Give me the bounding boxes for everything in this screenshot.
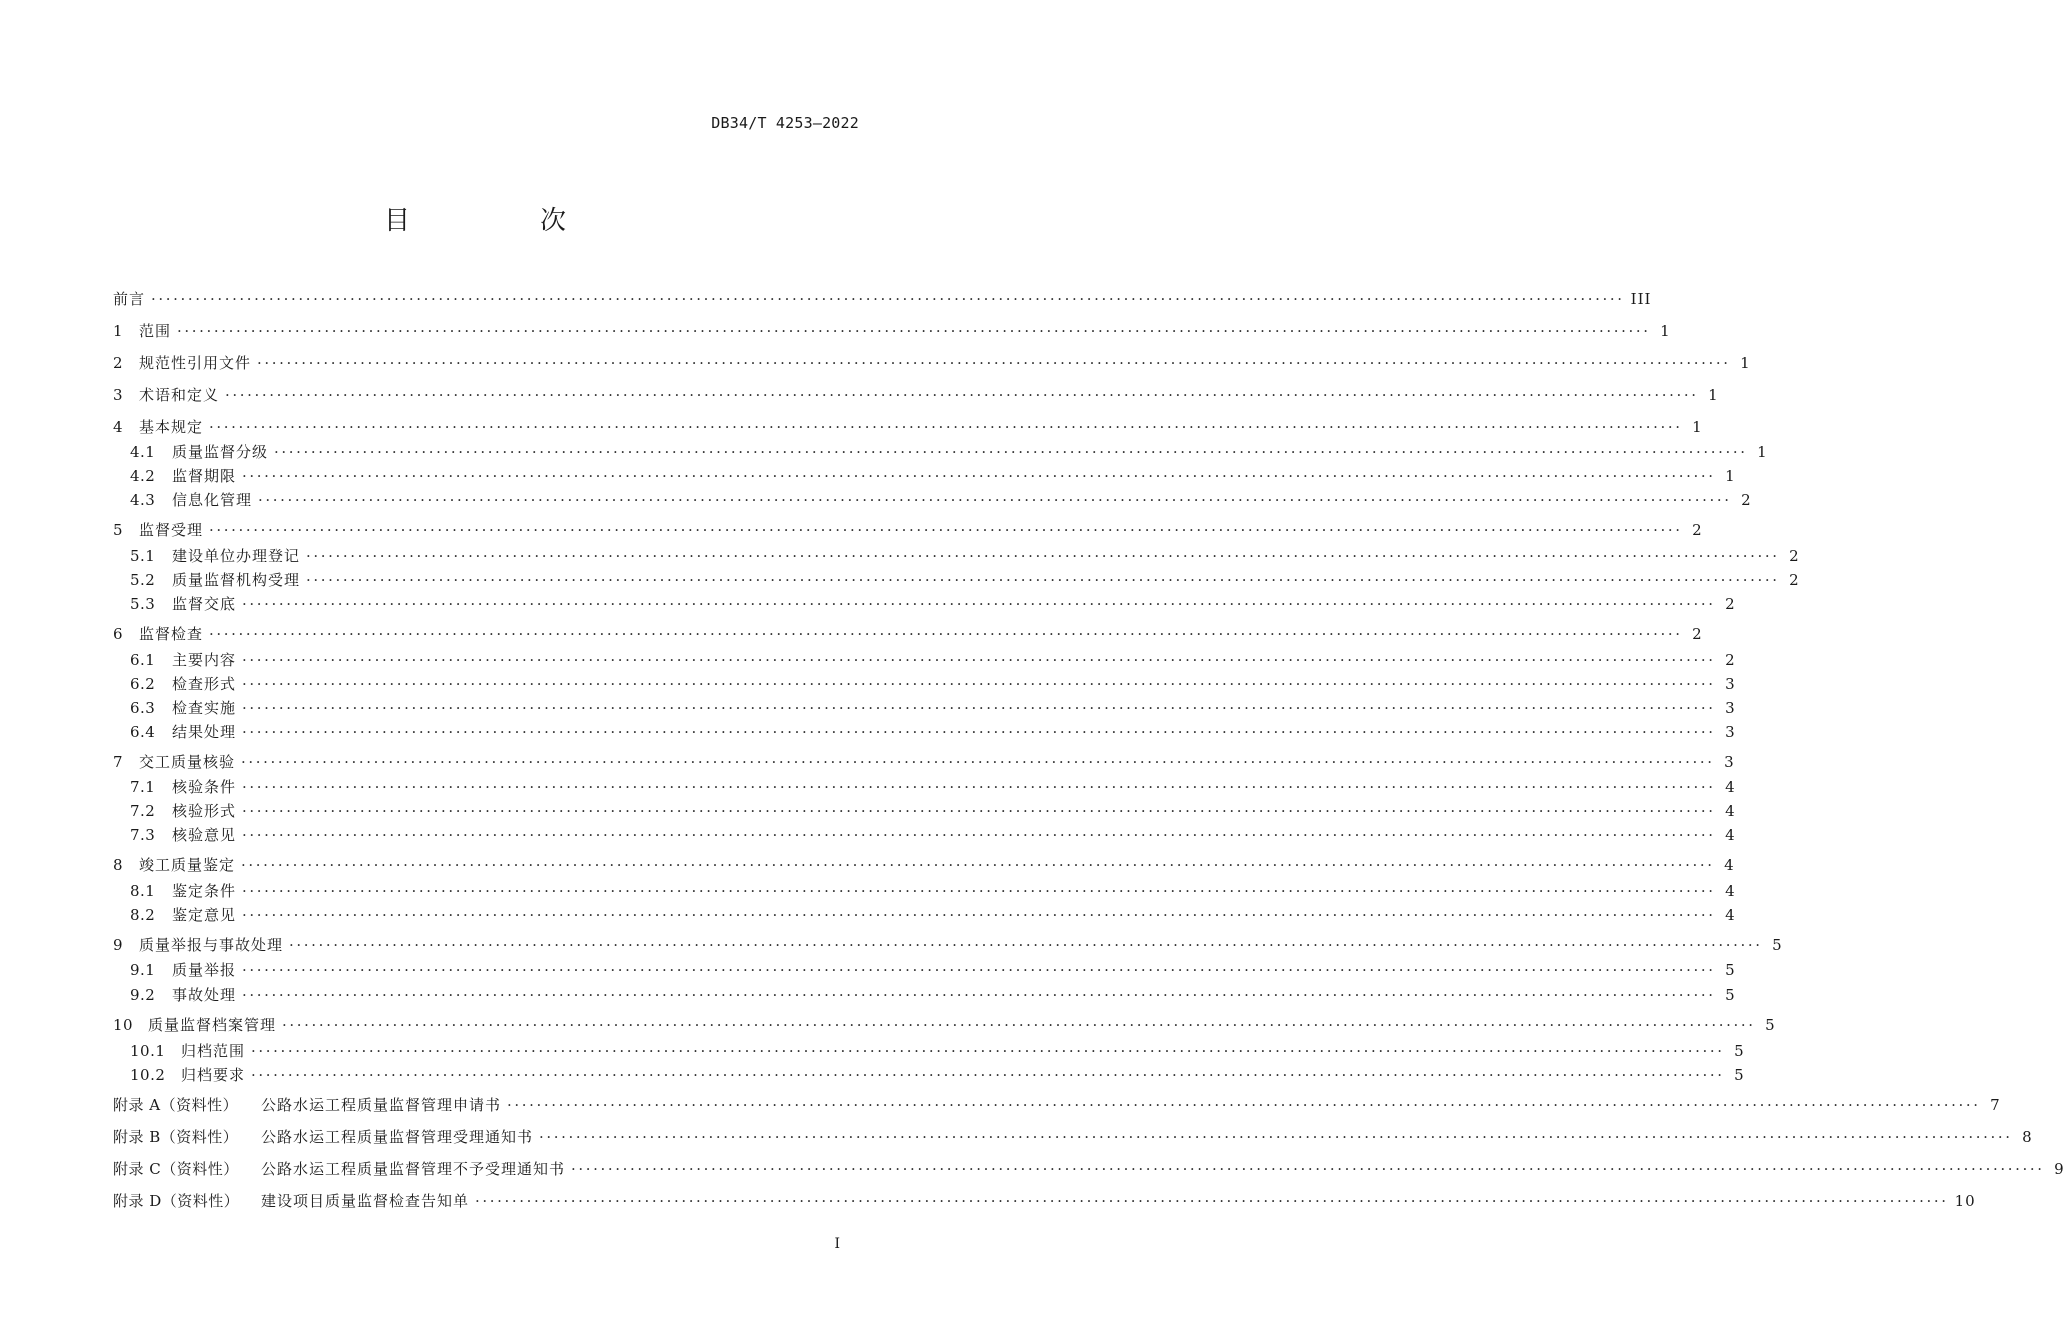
appendix-title: 公路水运工程质量监督管理受理通知书 (261, 1128, 534, 1146)
toc-entry-page: 5 (1765, 1016, 1776, 1034)
toc-entry-page: 2 (1692, 625, 1703, 643)
toc-entry[interactable] (130, 698, 1736, 718)
toc-entry-page: 2 (1789, 571, 1800, 589)
toc-entry-page: 3 (1725, 723, 1736, 741)
toc-entry[interactable] (130, 722, 1736, 742)
dot-leader: ········································································································································································································ (151, 290, 1625, 308)
toc-entry-number: 4.3 (130, 491, 156, 509)
toc-entry-title: 基本规定 (139, 418, 204, 436)
dot-leader: ········································································································································································································ (289, 936, 1763, 954)
toc-entry-number: 10 (113, 1016, 134, 1034)
toc-entry-page: 4 (1724, 856, 1735, 874)
dot-leader: ········································································································································································································ (242, 826, 1716, 844)
toc-entry-number: 5.2 (130, 571, 156, 589)
toc-entry-page: 4 (1725, 882, 1736, 900)
dot-leader: ········································································································································································································ (242, 802, 1716, 820)
toc-entry-number: 5.3 (130, 595, 156, 613)
toc-entry-title: 竣工质量鉴定 (139, 856, 236, 874)
appendix-title: 建设项目质量监督检查告知单 (261, 1192, 470, 1210)
toc-entry-page: 5 (1772, 936, 1783, 954)
toc-entry-title: 质量监督档案管理 (148, 1016, 277, 1034)
toc-entry[interactable] (113, 289, 1652, 309)
toc-entry-number: 3 (113, 386, 124, 404)
toc-entry[interactable] (113, 935, 1783, 955)
dot-leader: ········································································································································································································ (258, 491, 1732, 509)
toc-entry-title: 鉴定意见 (172, 906, 237, 924)
toc-entry-number: 4.2 (130, 467, 156, 485)
toc-entry[interactable] (130, 1065, 1745, 1085)
toc-entry-title: 事故处理 (172, 986, 237, 1004)
dot-leader: ········································································································································································································ (241, 856, 1715, 874)
toc-entry-page: 1 (1725, 467, 1736, 485)
toc-entry-page: 2 (1692, 521, 1703, 539)
dot-leader: ········································································································································································································ (209, 521, 1683, 539)
toc-entry-title: 检查形式 (172, 675, 237, 693)
toc-entry-title: 监督期限 (172, 467, 237, 485)
toc-entry-number: 6.3 (130, 699, 156, 717)
dot-leader: ········································································································································································································ (242, 961, 1716, 979)
toc-entry-number: 4.1 (130, 443, 156, 461)
standard-code: DB34/T 4253—2022 (711, 114, 859, 132)
toc-entry[interactable] (130, 674, 1736, 694)
toc-appendix-entry[interactable] (113, 1159, 2065, 1179)
toc-entry-number: 8 (113, 856, 124, 874)
appendix-title: 公路水运工程质量监督管理不予受理通知书 (261, 1160, 566, 1178)
toc-title: 目 次 (383, 206, 618, 236)
dot-leader: ········································································································································································································ (209, 625, 1683, 643)
appendix-page: 10 (1954, 1192, 1976, 1210)
dot-leader: ········································································································································································································ (242, 699, 1716, 717)
appendix-label: 附录 D（资料性） (113, 1192, 240, 1210)
toc-entry-number: 9.1 (130, 961, 156, 979)
toc-entry[interactable] (130, 777, 1736, 797)
toc-entry-page: 3 (1725, 675, 1736, 693)
toc-entry[interactable] (130, 546, 1800, 566)
toc-entry-number: 7.3 (130, 826, 156, 844)
dot-leader: ········································································································································································································ (242, 906, 1716, 924)
dot-leader: ········································································································································································································ (242, 986, 1716, 1004)
toc-entry-number: 7 (113, 753, 124, 771)
appendix-page: 8 (2022, 1128, 2033, 1146)
toc-entry-number: 6.2 (130, 675, 156, 693)
dot-leader: ········································································································································································································ (306, 571, 1780, 589)
toc-entry-number: 7.2 (130, 802, 156, 820)
toc-entry-page: 2 (1725, 651, 1736, 669)
toc-appendix-entry[interactable] (113, 1191, 1976, 1211)
toc-entry-number: 1 (113, 322, 124, 340)
toc-entry-page: 4 (1725, 826, 1736, 844)
toc-entry-title: 检查实施 (172, 699, 237, 717)
appendix-label: 附录 A（资料性） (113, 1096, 239, 1114)
toc-entry-number: 6.1 (130, 651, 156, 669)
dot-leader: ········································································································································································································ (177, 322, 1651, 340)
toc-entry-title: 规范性引用文件 (139, 354, 252, 372)
toc-entry-title: 结果处理 (172, 723, 237, 741)
toc-entry[interactable] (113, 385, 1719, 405)
dot-leader: ········································································································································································································ (306, 547, 1780, 565)
dot-leader: ········································································································································································································ (242, 595, 1716, 613)
toc-entry-number: 5 (113, 521, 124, 539)
toc-entry[interactable] (113, 855, 1735, 875)
toc-entry-page: 5 (1734, 1042, 1745, 1060)
dot-leader: ········································································································································································································ (274, 443, 1748, 461)
toc-entry-title: 核验条件 (172, 778, 237, 796)
toc-entry[interactable] (113, 752, 1735, 772)
appendix-title: 公路水运工程质量监督管理申请书 (261, 1096, 502, 1114)
toc-entry-title: 监督受理 (139, 521, 204, 539)
toc-entry[interactable] (130, 594, 1736, 614)
toc-entry-page: 4 (1725, 906, 1736, 924)
toc-entry-page: 1 (1740, 354, 1751, 372)
toc-entry-title: 交工质量核验 (139, 753, 236, 771)
dot-leader: ········································································································································································································ (242, 882, 1716, 900)
toc-entry-page: 1 (1708, 386, 1719, 404)
toc-entry-title: 质量举报 (172, 961, 237, 979)
toc-entry-number: 10.1 (130, 1042, 166, 1060)
toc-entry-title: 质量监督分级 (172, 443, 269, 461)
toc-entry-title: 鉴定条件 (172, 882, 237, 900)
dot-leader: ········································································································································································································ (475, 1192, 1949, 1210)
dot-leader: ········································································································································································································ (571, 1160, 2045, 1178)
toc-entry-number: 8.1 (130, 882, 156, 900)
appendix-page: 7 (1990, 1096, 2001, 1114)
toc-entry-page: 2 (1789, 547, 1800, 565)
toc-entry[interactable] (113, 417, 1703, 437)
toc-entry[interactable] (130, 650, 1736, 670)
toc-entry-page: 5 (1725, 986, 1736, 1004)
toc-entry-number: 10.2 (130, 1066, 166, 1084)
toc-entry-page: 2 (1725, 595, 1736, 613)
toc-entry-page: 1 (1692, 418, 1703, 436)
dot-leader: ········································································································································································································ (242, 651, 1716, 669)
toc-entry-title: 术语和定义 (139, 386, 220, 404)
toc-entry-page: 3 (1724, 753, 1735, 771)
dot-leader: ········································································································································································································ (282, 1016, 1756, 1034)
dot-leader: ········································································································································································································ (507, 1096, 1981, 1114)
toc-entry-title: 建设单位办理登记 (172, 547, 301, 565)
toc-entry-page: III (1630, 290, 1652, 308)
toc-entry-number: 7.1 (130, 778, 156, 796)
toc-entry-title: 质量监督机构受理 (172, 571, 301, 589)
toc-entry-page: 4 (1725, 802, 1736, 820)
dot-leader: ········································································································································································································ (241, 753, 1715, 771)
toc-entry[interactable] (130, 442, 1768, 462)
toc-entry-title: 范围 (139, 322, 172, 340)
toc-entry[interactable] (113, 321, 1671, 341)
toc-entry-page: 1 (1660, 322, 1671, 340)
toc-entry-title: 质量举报与事故处理 (139, 936, 284, 954)
toc-entry[interactable] (130, 570, 1800, 590)
toc-entry-page: 2 (1741, 491, 1752, 509)
toc-entry-page: 5 (1734, 1066, 1745, 1084)
toc-entry-page: 5 (1725, 961, 1736, 979)
dot-leader: ········································································································································································································ (209, 418, 1683, 436)
dot-leader: ········································································································································································································ (242, 723, 1716, 741)
dot-leader: ········································································································································································································ (225, 386, 1699, 404)
toc-entry-title: 核验形式 (172, 802, 237, 820)
appendix-label: 附录 C（资料性） (113, 1160, 239, 1178)
toc-entry[interactable] (113, 520, 1703, 540)
toc-entry-title: 前言 (113, 290, 146, 308)
toc-entry-number: 6.4 (130, 723, 156, 741)
footer-page-number: I (834, 1236, 840, 1252)
toc-entry[interactable] (130, 490, 1752, 510)
toc-entry[interactable] (130, 985, 1736, 1005)
toc-entry-title: 归档范围 (181, 1042, 246, 1060)
toc-entry[interactable] (113, 353, 1751, 373)
toc-entry[interactable] (130, 466, 1736, 486)
toc-entry-title: 归档要求 (181, 1066, 246, 1084)
toc-entry-number: 2 (113, 354, 124, 372)
dot-leader: ········································································································································································································ (251, 1042, 1725, 1060)
toc-entry-title: 监督检查 (139, 625, 204, 643)
toc-entry[interactable] (113, 624, 1703, 644)
toc-entry-number: 9 (113, 936, 124, 954)
toc-appendix-entry[interactable] (113, 1095, 2001, 1115)
dot-leader: ········································································································································································································ (251, 1066, 1725, 1084)
toc-entry-title: 主要内容 (172, 651, 237, 669)
toc-entry[interactable] (130, 905, 1736, 925)
toc-entry[interactable] (130, 960, 1736, 980)
toc-entry-number: 8.2 (130, 906, 156, 924)
toc-entry-page: 3 (1725, 699, 1736, 717)
dot-leader: ········································································································································································································ (242, 675, 1716, 693)
dot-leader: ········································································································································································································ (257, 354, 1731, 372)
toc-entry[interactable] (130, 881, 1736, 901)
toc-entry-page: 4 (1725, 778, 1736, 796)
toc-entry-number: 6 (113, 625, 124, 643)
toc-entry[interactable] (130, 801, 1736, 821)
dot-leader: ········································································································································································································ (539, 1128, 2013, 1146)
toc-entry-title: 信息化管理 (172, 491, 253, 509)
appendix-label: 附录 B（资料性） (113, 1128, 239, 1146)
toc-entry-title: 监督交底 (172, 595, 237, 613)
toc-entry-title: 核验意见 (172, 826, 237, 844)
appendix-page: 9 (2054, 1160, 2065, 1178)
toc-entry[interactable] (113, 1015, 1776, 1035)
dot-leader: ········································································································································································································ (242, 467, 1716, 485)
toc-entry-number: 5.1 (130, 547, 156, 565)
toc-entry-number: 4 (113, 418, 124, 436)
toc-entry[interactable] (130, 1041, 1745, 1061)
toc-entry-number: 9.2 (130, 986, 156, 1004)
toc-entry-page: 1 (1757, 443, 1768, 461)
dot-leader: ········································································································································································································ (242, 778, 1716, 796)
toc-appendix-entry[interactable] (113, 1127, 2033, 1147)
toc-entry[interactable] (130, 825, 1736, 845)
